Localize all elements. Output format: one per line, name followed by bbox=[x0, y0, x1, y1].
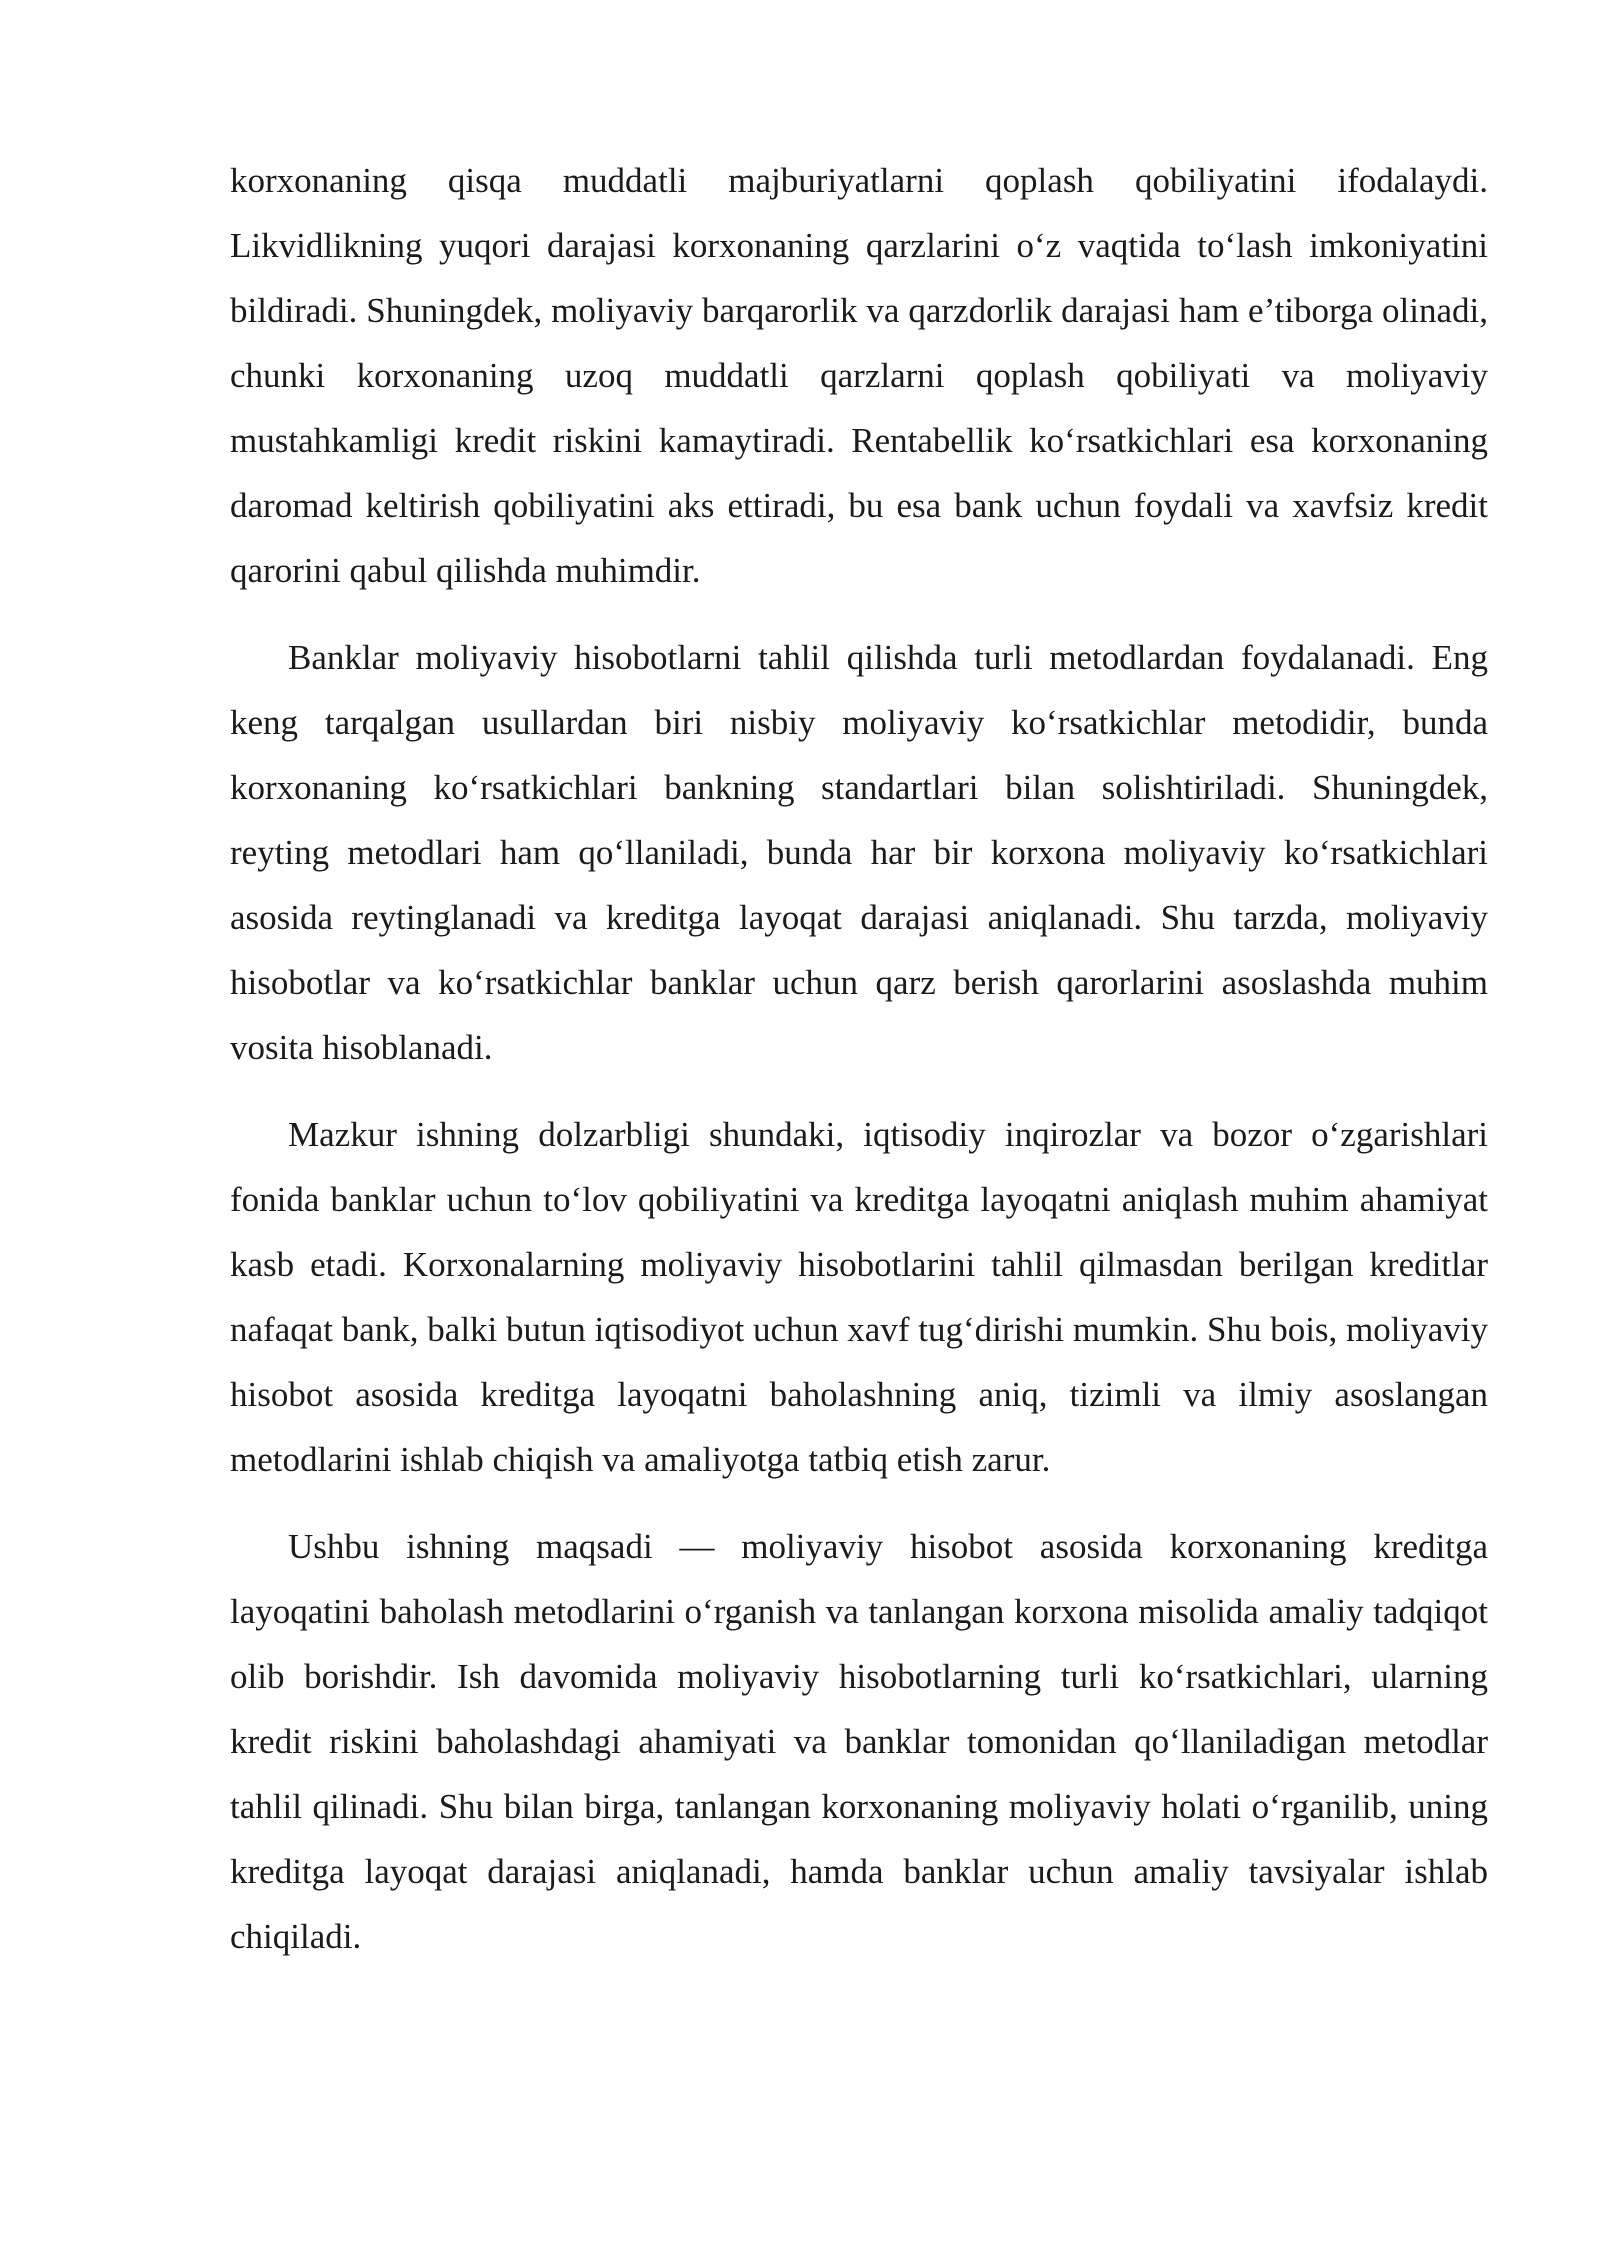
paragraph-objective: Ushbu ishning maqsadi — moliyaviy hisobot asosida korxonaning kreditga layoqatini baholash metodlarini o‘rganish va tanlangan korxona misolida amaliy tadqiqot olib borishdir. Ish davomida moliyaviy hisobotlarning turli ko‘rsatkichlari, ularning kredit riskini baholashdagi ahamiyati va banklar tomonidan qo‘llaniladigan metodlar tahlil qilinadi. Shu bilan birga, tanlangan korxonaning moliyaviy holati o‘rganilib, uning kreditga layoqat darajasi aniqlanadi, hamda banklar uchun amaliy tavsiyalar ishlab chiqiladi. bbox=[230, 1527, 1488, 1956]
paragraph-continued: korxonaning qisqa muddatli majburiyatlarni qoplash qobiliyatini ifodalaydi. Likvidlikning yuqori darajasi korxonaning qarzlarini o‘z vaqtida to‘lash imkoniyatini bildiradi. Shuningdek, moliyaviy barqarorlik va qarzdorlik darajasi ham e’tiborga olinadi, chunki korxonaning uzoq muddatli qarzlarni qoplash qobiliyati va moliyaviy mustahkamligi kredit riskini kamaytiradi. Rentabellik ko‘rsatkichlari esa korxonaning daromad keltirish qobiliyatini aks ettiradi, bu esa bank uchun foydali va xavfsiz kredit qarorini qabul qilishda muhimdir. bbox=[230, 161, 1488, 590]
paragraph-methods: Banklar moliyaviy hisobotlarni tahlil qilishda turli metodlardan foydalanadi. Eng keng tarqalgan usullardan biri nisbiy moliyaviy ko‘rsatkichlar metodidir, bunda korxonaning ko‘rsatkichlari bankning standartlari bilan solishtiriladi. Shuningdek, reyting metodlari ham qo‘llaniladi, bunda har bir korxona moliyaviy ko‘rsatkichlari asosida reytinglanadi va kreditga layoqat darajasi aniqlanadi. Shu tarzda, moliyaviy hisobotlar va ko‘rsatkichlar banklar uchun qarz berish qarorlarini asoslashda muhim vosita hisoblanadi. bbox=[230, 638, 1488, 1067]
paragraph-relevance: Mazkur ishning dolzarbligi shundaki, iqtisodiy inqirozlar va bozor o‘zgarishlari fonida banklar uchun to‘lov qobiliyatini va kreditga layoqatni aniqlash muhim ahamiyat kasb etadi. Korxonalarning moliyaviy hisobotlarini tahlil qilmasdan berilgan kreditlar nafaqat bank, balki butun iqtisodiyot uchun xavf tug‘dirishi mumkin. Shu bois, moliyaviy hisobot asosida kreditga layoqatni baholashning aniq, tizimli va ilmiy asoslangan metodlarini ishlab chiqish va amaliyotga tatbiq etish zarur. bbox=[230, 1115, 1488, 1479]
document-body bbox=[230, 148, 1488, 1991]
